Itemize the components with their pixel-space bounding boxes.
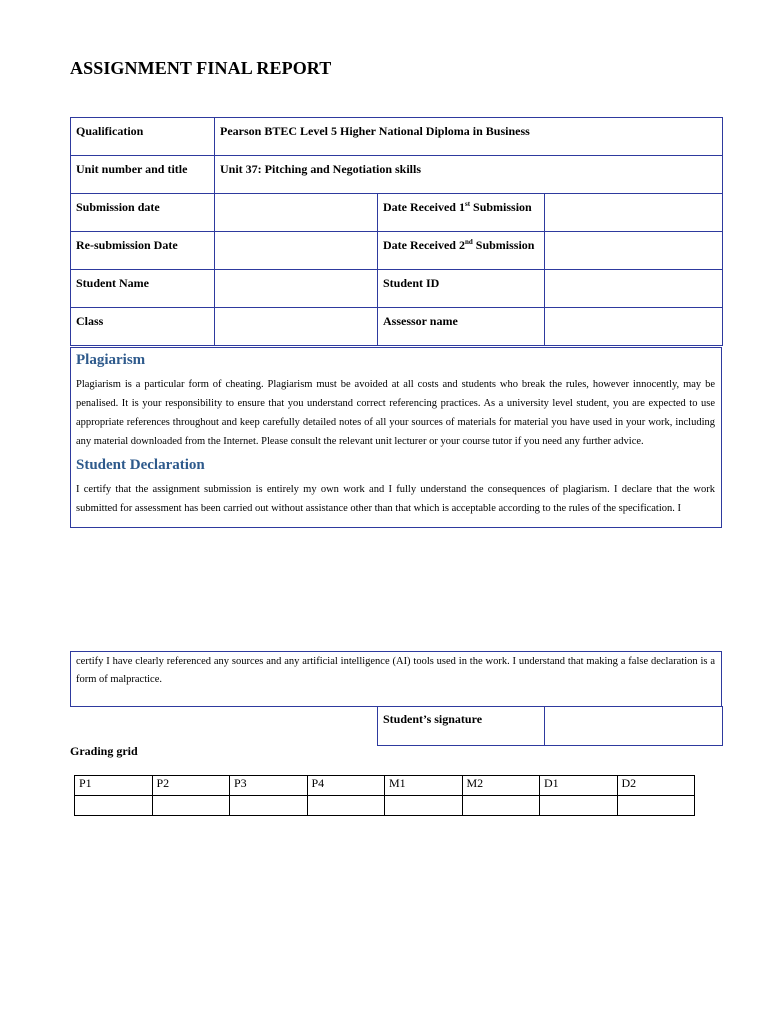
assessor-field[interactable]: [545, 308, 723, 346]
student-name-field[interactable]: [215, 270, 378, 308]
date-received-1-label: Date Received 1st Submission: [378, 194, 545, 232]
grade-cell-p3[interactable]: [230, 796, 308, 816]
class-row: [71, 308, 723, 346]
plagiarism-declaration-box: [70, 347, 722, 528]
assessor-label: Assessor name: [378, 308, 545, 346]
grade-cell-p4[interactable]: [307, 796, 385, 816]
plagiarism-heading: Plagiarism: [76, 352, 146, 368]
resubmission-date-label: Re-submission Date: [71, 232, 215, 270]
class-field[interactable]: [215, 308, 378, 346]
student-row: [71, 270, 723, 308]
declaration-text: I certify that the assignment submission is entirely my own work and I fully understand the consequences of plagiarism. I declare that the work submitted for assessment has been carried out without assistance other than that which is acceptable according to the rules of the specification. I: [76, 484, 715, 514]
grade-cell-p2[interactable]: [152, 796, 230, 816]
grade-header-p3: P3: [230, 776, 308, 796]
grade-cell-m2[interactable]: [462, 796, 540, 816]
submission-date-field[interactable]: [215, 194, 378, 232]
signature-table: [377, 706, 723, 746]
grade-cell-d2[interactable]: [617, 796, 695, 816]
info-table: [70, 117, 723, 346]
grade-header-d2: D2: [617, 776, 695, 796]
declaration-heading: Student Declaration: [76, 457, 205, 473]
resubmission-date-field[interactable]: [215, 232, 378, 270]
grading-grid-title: Grading grid: [70, 744, 138, 758]
grade-header-d1: D1: [540, 776, 618, 796]
grading-value-row: [75, 796, 695, 816]
grade-cell-d1[interactable]: [540, 796, 618, 816]
student-id-label: Student ID: [378, 270, 545, 308]
signature-label: Student’s signature: [378, 707, 545, 746]
unit-row: [71, 156, 723, 194]
student-name-label: Student Name: [71, 270, 215, 308]
grade-header-p4: P4: [307, 776, 385, 796]
grading-grid: [74, 775, 695, 816]
date-received-1-field[interactable]: [545, 194, 723, 232]
plagiarism-text: Plagiarism is a particular form of cheating. Plagiarism must be avoided at all costs and students who break the rules, however innocently, may be penalised. It is your responsibility to ensure that you understand correct referencing practices. As a university level student, you are expected to use appropriate references throughout and keep carefully detailed notes of all your sources of materials for material you have used in your work, including any material downloaded from the Internet. Please consult the relevant unit lecturer or your course tutor if you need any further advice.: [76, 379, 715, 447]
grade-header-p2: P2: [152, 776, 230, 796]
resubmission-row: [71, 232, 723, 270]
class-label: Class: [71, 308, 215, 346]
grade-cell-p1[interactable]: [75, 796, 153, 816]
grade-header-m1: M1: [385, 776, 463, 796]
submission-row: [71, 194, 723, 232]
unit-value: Unit 37: Pitching and Negotiation skills: [215, 156, 723, 194]
qualification-value: Pearson BTEC Level 5 Higher National Diploma in Business: [215, 118, 723, 156]
grade-cell-m1[interactable]: [385, 796, 463, 816]
declaration-text-continued: certify I have clearly referenced any sources and any artificial intelligence (AI) tools used in the work. I understand that making a false declaration is a form of malpractice.: [76, 656, 715, 685]
page-title: ASSIGNMENT FINAL REPORT: [70, 58, 332, 78]
date-received-2-field[interactable]: [545, 232, 723, 270]
signature-field[interactable]: [545, 707, 723, 746]
grading-header-row: [75, 776, 695, 796]
grade-header-m2: M2: [462, 776, 540, 796]
qualification-label: Qualification: [71, 118, 215, 156]
submission-date-label: Submission date: [71, 194, 215, 232]
student-id-field[interactable]: [545, 270, 723, 308]
date-received-2-label: Date Received 2nd Submission: [378, 232, 545, 270]
qualification-row: [71, 118, 723, 156]
declaration-continued-box: [70, 651, 722, 707]
unit-label: Unit number and title: [71, 156, 215, 194]
grade-header-p1: P1: [75, 776, 153, 796]
